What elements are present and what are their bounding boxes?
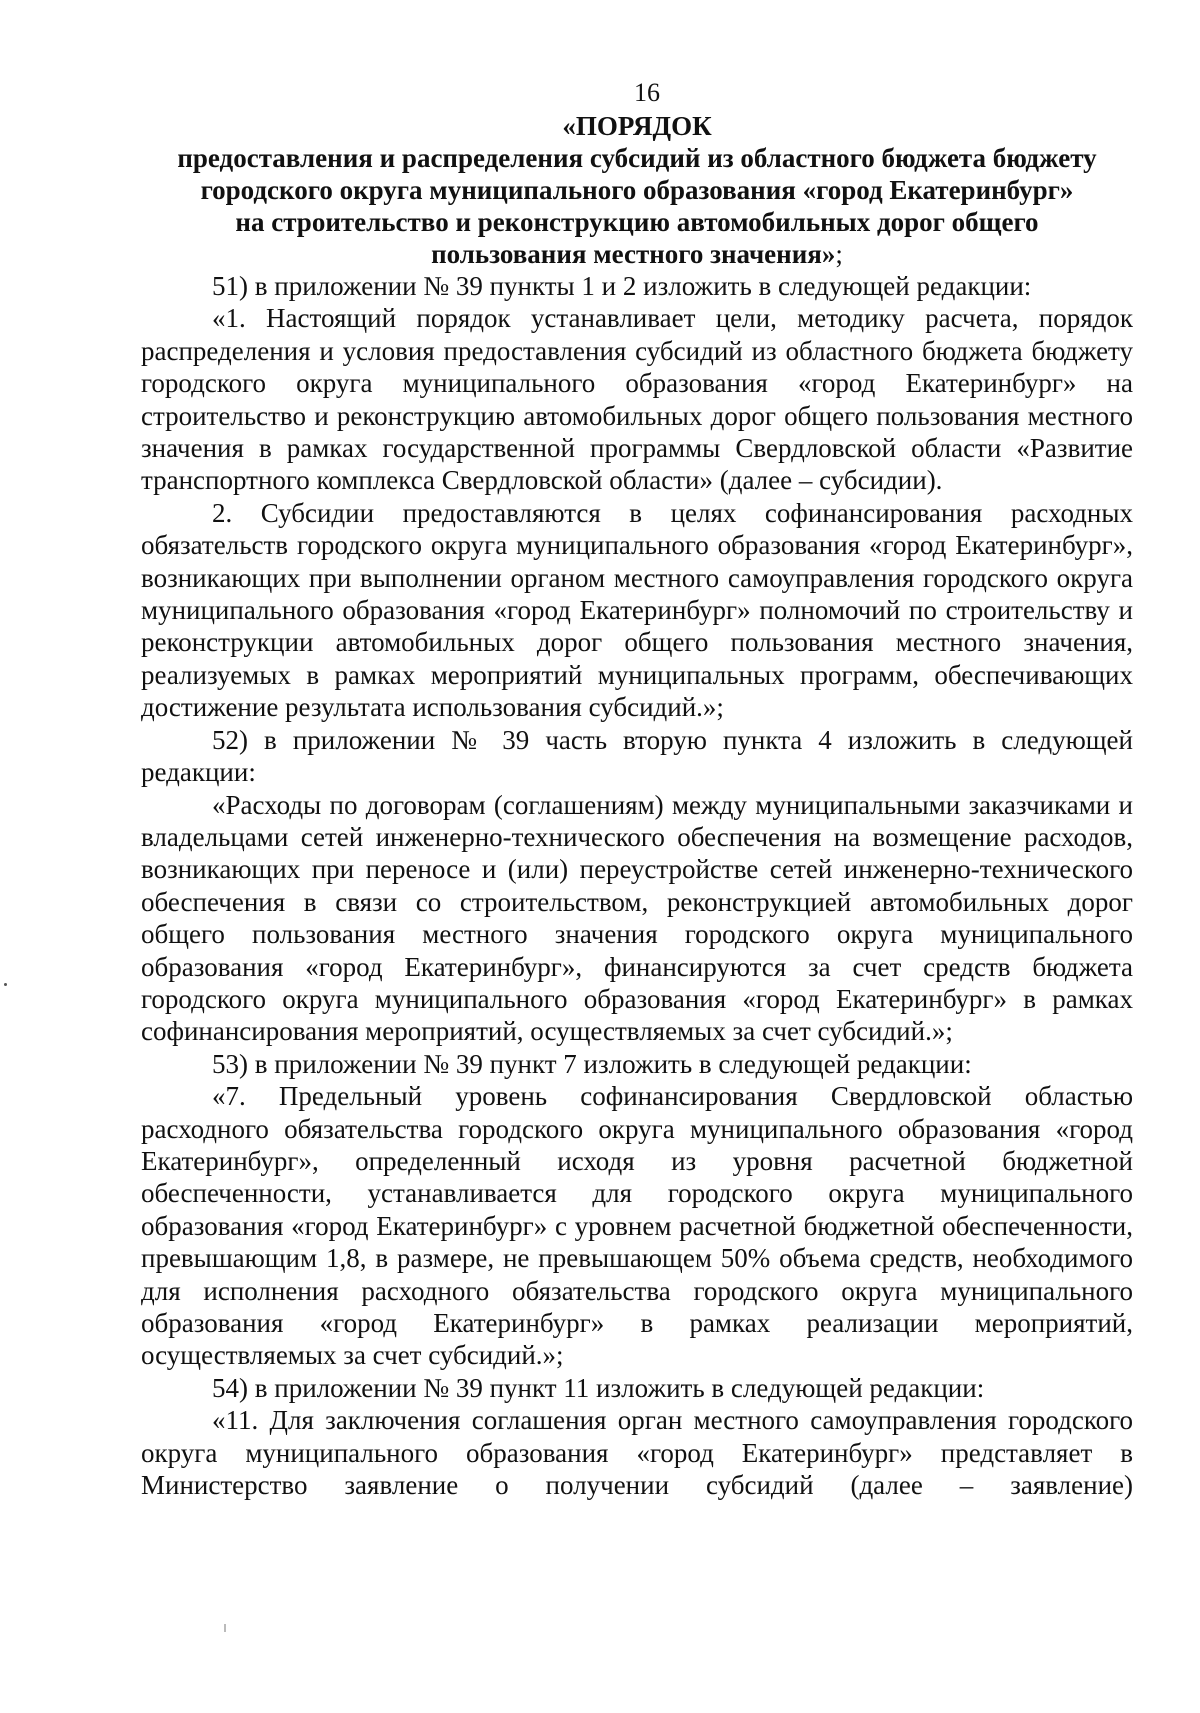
document-heading [141, 110, 1133, 270]
scan-artifact-tick [224, 1624, 226, 1632]
heading-line-terminator: ; [835, 239, 843, 269]
paragraph-point-2: 2. Субсидии предоставляются в целях софинансирования расходных обязательств городского округа муниципального образования «город Екатеринбург», возникающих при выполнении органом местного самоуправления городского округа муниципального образования «город Екатеринбург» полномочий по строительству и реконструкции автомобильных дорог общего пользования местного значения, реализуемых в рамках мероприятий муниципальных программ, обеспечивающих достижение результата использования субсидий.»; [141, 497, 1133, 723]
paragraph-point-11: «11. Для заключения соглашения орган местного самоуправления городского округа муниципального образования «город Екатеринбург» представляет в Министерство заявление о получении субсидий (далее – заявление) [141, 1405, 1133, 1501]
heading-line: предоставления и распределения субсидий из областного бюджета бюджету [177, 143, 1097, 173]
paragraph-point-1: «1. Настоящий порядок устанавливает цели, методику расчета, порядок распределения и условия предоставления субсидий из областного бюджета бюджету городского округа муниципального образования «город Екатеринбург» на строительство и реконструкцию автомобильных дорог общего пользования местного значения в рамках государственной программы Свердловской области «Развитие транспортного комплекса Свердловской области» (далее – субсидии). [141, 303, 1133, 496]
scan-artifact-dot [4, 983, 7, 986]
heading-line-text: пользования местного значения» [431, 239, 836, 269]
heading-line-last [141, 238, 1133, 270]
paragraph-item-53: 53) в приложении № 39 пункт 7 изложить в следующей редакции: [212, 1048, 972, 1079]
heading-line: на строительство и реконструкцию автомобильных дорог общего [235, 207, 1039, 237]
paragraph-item-54: 54) в приложении № 39 пункт 11 изложить в следующей редакции: [212, 1372, 985, 1403]
heading-title: «ПОРЯДОК [562, 111, 712, 141]
heading-line: городского округа муниципального образования «город Екатеринбург» [200, 175, 1074, 205]
page-number: 16 [634, 78, 660, 107]
paragraph-item-52: 52) в приложении № 39 часть вторую пункта 4 изложить в следующей редакции: [141, 724, 1133, 788]
paragraph-expenses: «Расходы по договорам (соглашениям) между муниципальными заказчиками и владельцами сетей инженерно-технического обеспечения на возмещение расходов, возникающих при переносе и (или) переустройстве сетей инженерно-технического обеспечения в связи со строительством, реконструкцией автомобильных дорог общего пользования местного значения городского округа муниципального образования «город Екатеринбург», финансируются за счет средств бюджета городского округа муниципального образования «город Екатеринбург» в рамках софинансирования мероприятий, осуществляемых за счет субсидий.»; [141, 789, 1133, 1047]
paragraph-point-7: «7. Предельный уровень софинансирования Свердловской областью расходного обязательства городского округа муниципального образования «город Екатеринбург», определенный исходя из уровня расчетной бюджетной обеспеченности, устанавливается для городского округа муниципального образования «город Екатеринбург» с уровнем расчетной бюджетной обеспеченности, превышающим 1,8, в размере, не превышающем 50% объема средств, необходимого для исполнения расходного обязательства городского округа муниципального образования «город Екатеринбург» в рамках реализации мероприятий, осуществляемых за счет субсидий.»; [141, 1081, 1133, 1371]
document-page [141, 78, 1133, 1501]
paragraph-item-51: 51) в приложении № 39 пункты 1 и 2 изложить в следующей редакции: [212, 271, 1032, 301]
